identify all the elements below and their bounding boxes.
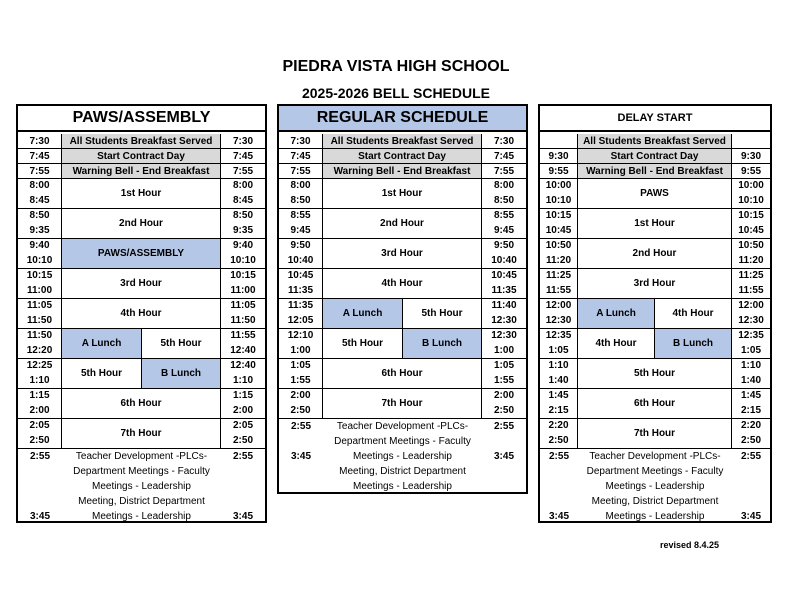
start-time: 7:45 xyxy=(279,149,323,164)
split-period-right: 5th Hour xyxy=(403,299,482,329)
end-time: 10:10 xyxy=(230,255,256,266)
start-time: 8:55 xyxy=(493,210,514,221)
note-line: Meetings - Leadership xyxy=(353,451,452,462)
start-time: 10:00 xyxy=(545,180,572,191)
start-times xyxy=(279,209,323,239)
start-time: 12:30 xyxy=(491,330,517,341)
period-label: 7th Hour xyxy=(323,389,482,419)
note-line: Meetings - Leadership xyxy=(605,481,705,492)
start-times xyxy=(18,389,62,419)
start-time: 2:05 xyxy=(29,420,50,431)
period-label: 5th Hour xyxy=(578,359,732,389)
start-time: 1:05 xyxy=(493,360,514,371)
dev-start-time: 2:55 xyxy=(493,421,514,432)
note-line: Teacher Development -PLCs- xyxy=(336,421,469,432)
end-time: 10:10 xyxy=(26,255,53,266)
start-time: 10:15 xyxy=(738,210,764,221)
end-times xyxy=(482,239,526,269)
start-time: 2:05 xyxy=(232,420,253,431)
split-period-right: B Lunch xyxy=(403,329,482,359)
start-time: 1:15 xyxy=(232,390,253,401)
end-time xyxy=(732,134,770,149)
end-time: 11:55 xyxy=(545,285,572,296)
start-times xyxy=(540,179,578,209)
note-line: Meeting, District Department xyxy=(339,466,466,477)
period-label: 6th Hour xyxy=(323,359,482,389)
start-time: 2:00 xyxy=(290,390,311,401)
end-times xyxy=(732,329,770,359)
period-label: Start Contract Day xyxy=(578,149,732,164)
start-time: 7:55 xyxy=(18,164,62,179)
start-time: 2:00 xyxy=(493,390,514,401)
start-time: 8:50 xyxy=(232,210,253,221)
period-label: PAWS/ASSEMBLY xyxy=(62,239,221,269)
dev-end-time: 3:45 xyxy=(493,451,514,462)
period-label: 1st Hour xyxy=(62,179,221,209)
end-times xyxy=(221,269,265,299)
end-time: 2:00 xyxy=(232,405,253,416)
period-label: 7th Hour xyxy=(62,419,221,449)
end-time: 11:00 xyxy=(230,285,256,296)
paws-assembly-schedule xyxy=(16,104,267,523)
note-line: Meetings - Leadership xyxy=(92,481,191,492)
end-time: 1:00 xyxy=(493,345,514,356)
start-time: 12:25 xyxy=(26,360,53,371)
split-period-left: A Lunch xyxy=(62,329,142,359)
start-time: 8:00 xyxy=(493,180,514,191)
period-label: 4th Hour xyxy=(62,299,221,329)
start-times xyxy=(18,359,62,389)
end-time: 8:45 xyxy=(29,195,50,206)
end-time: 12:30 xyxy=(738,315,764,326)
end-time: 1:40 xyxy=(548,375,569,386)
start-time: 7:30 xyxy=(279,134,323,149)
period-label: Warning Bell - End Breakfast xyxy=(323,164,482,179)
teacher-development-note xyxy=(323,419,482,494)
end-time: 11:20 xyxy=(738,255,764,266)
end-time: 8:50 xyxy=(290,195,311,206)
start-times xyxy=(540,209,578,239)
period-label: 4th Hour xyxy=(323,269,482,299)
dev-start-time: 2:55 xyxy=(29,451,50,462)
period-label: All Students Breakfast Served xyxy=(62,134,221,149)
split-period-left: 4th Hour xyxy=(578,329,655,359)
start-times xyxy=(18,329,62,359)
note-line: Meeting, District Department xyxy=(78,496,205,507)
end-time: 8:45 xyxy=(232,195,253,206)
end-time: 11:35 xyxy=(491,285,517,296)
end-times xyxy=(732,299,770,329)
end-time: 1:10 xyxy=(232,375,253,386)
delay-start-schedule xyxy=(538,104,772,523)
end-time: 1:10 xyxy=(29,375,50,386)
split-period-right: B Lunch xyxy=(142,359,221,389)
regular-schedule xyxy=(277,104,528,494)
end-time: 2:50 xyxy=(29,435,50,446)
end-time: 1:05 xyxy=(740,345,761,356)
start-times xyxy=(279,299,323,329)
end-time: 7:45 xyxy=(482,149,526,164)
start-times xyxy=(18,179,62,209)
start-time: 12:00 xyxy=(545,300,572,311)
start-time: 11:55 xyxy=(230,330,256,341)
dev-start-time: 2:55 xyxy=(232,451,253,462)
start-time: 1:45 xyxy=(548,390,569,401)
end-time: 10:45 xyxy=(738,225,764,236)
split-period-left: 5th Hour xyxy=(323,329,403,359)
start-time: 1:15 xyxy=(29,390,50,401)
period-label: 1st Hour xyxy=(578,209,732,239)
start-time: 12:35 xyxy=(545,330,572,341)
start-time xyxy=(540,134,578,149)
end-times xyxy=(482,209,526,239)
start-time: 12:10 xyxy=(287,330,314,341)
period-label: Start Contract Day xyxy=(62,149,221,164)
start-time: 8:00 xyxy=(29,180,50,191)
end-times xyxy=(221,239,265,269)
start-times xyxy=(540,329,578,359)
start-time: 10:45 xyxy=(491,270,517,281)
end-times xyxy=(221,419,265,449)
period-label: Warning Bell - End Breakfast xyxy=(62,164,221,179)
period-label: All Students Breakfast Served xyxy=(323,134,482,149)
start-time: 7:45 xyxy=(18,149,62,164)
start-time: 7:55 xyxy=(279,164,323,179)
end-times xyxy=(221,359,265,389)
end-times xyxy=(732,389,770,419)
note-line: Meetings - Leadership xyxy=(92,511,191,522)
end-times xyxy=(482,329,526,359)
note-line: Meetings - Leadership xyxy=(353,481,452,492)
end-time: 2:50 xyxy=(290,405,311,416)
end-time: 9:45 xyxy=(290,225,311,236)
end-time: 11:35 xyxy=(287,285,314,296)
note-line: Teacher Development -PLCs- xyxy=(75,451,208,462)
start-time: 1:10 xyxy=(548,360,569,371)
start-times xyxy=(540,359,578,389)
period-label: All Students Breakfast Served xyxy=(578,134,732,149)
note-line: Teacher Development -PLCs- xyxy=(589,451,721,462)
end-time: 11:55 xyxy=(738,285,764,296)
start-time: 9:50 xyxy=(290,240,311,251)
start-times xyxy=(18,209,62,239)
start-times xyxy=(540,239,578,269)
start-time: 10:50 xyxy=(738,240,764,251)
start-time: 10:00 xyxy=(738,180,764,191)
start-time: 10:15 xyxy=(545,210,572,221)
start-times xyxy=(18,239,62,269)
end-time: 7:55 xyxy=(221,164,265,179)
start-time: 9:40 xyxy=(29,240,50,251)
start-time: 11:35 xyxy=(287,300,314,311)
start-times xyxy=(279,179,323,209)
teacher-development-note xyxy=(62,449,221,524)
start-times xyxy=(279,389,323,419)
dev-start-time: 2:55 xyxy=(740,451,761,462)
start-time: 9:30 xyxy=(540,149,578,164)
end-time: 2:50 xyxy=(548,435,569,446)
end-time: 1:55 xyxy=(290,375,311,386)
period-label: 6th Hour xyxy=(62,389,221,419)
period-label: 3rd Hour xyxy=(578,269,732,299)
start-time: 12:35 xyxy=(738,330,764,341)
end-times xyxy=(482,389,526,419)
end-time: 2:50 xyxy=(493,405,514,416)
split-period-right: B Lunch xyxy=(655,329,732,359)
start-times xyxy=(18,299,62,329)
note-line: Department Meetings - Faculty xyxy=(586,466,724,477)
start-time: 9:50 xyxy=(493,240,514,251)
end-time: 1:55 xyxy=(493,375,514,386)
start-time: 11:25 xyxy=(738,270,764,281)
school-name: PIEDRA VISTA HIGH SCHOOL xyxy=(282,58,510,75)
start-time: 8:00 xyxy=(290,180,311,191)
start-times xyxy=(18,269,62,299)
start-times xyxy=(279,329,323,359)
dev-start-time: 2:55 xyxy=(290,421,311,432)
start-time: 11:40 xyxy=(491,300,517,311)
end-times xyxy=(482,269,526,299)
start-times xyxy=(540,419,578,449)
split-period-right: 4th Hour xyxy=(655,299,732,329)
dev-end-time: 3:45 xyxy=(232,511,253,522)
start-times xyxy=(18,419,62,449)
end-time: 12:30 xyxy=(545,315,572,326)
start-time: 8:00 xyxy=(232,180,253,191)
start-time: 7:30 xyxy=(18,134,62,149)
split-period-right: 5th Hour xyxy=(142,329,221,359)
start-times xyxy=(540,389,578,419)
dev-start-time: 2:55 xyxy=(548,451,569,462)
start-time: 2:20 xyxy=(740,420,761,431)
end-time: 10:40 xyxy=(491,255,517,266)
end-time: 2:50 xyxy=(740,435,761,446)
note-line: Department Meetings - Faculty xyxy=(73,466,210,477)
note-line: Meetings - Leadership xyxy=(605,511,705,522)
start-times xyxy=(540,299,578,329)
end-time: 1:05 xyxy=(548,345,569,356)
end-time: 9:35 xyxy=(232,225,253,236)
end-times xyxy=(221,179,265,209)
period-label: Start Contract Day xyxy=(323,149,482,164)
end-time: 1:00 xyxy=(290,345,311,356)
end-times xyxy=(482,179,526,209)
end-times xyxy=(732,419,770,449)
start-time: 11:50 xyxy=(26,330,53,341)
period-label: PAWS xyxy=(578,179,732,209)
start-time: 10:45 xyxy=(287,270,314,281)
end-time: 1:40 xyxy=(740,375,761,386)
end-times xyxy=(221,299,265,329)
period-label: 2nd Hour xyxy=(323,209,482,239)
end-time: 2:15 xyxy=(548,405,569,416)
start-time: 1:05 xyxy=(290,360,311,371)
end-times xyxy=(221,389,265,419)
end-times xyxy=(732,179,770,209)
split-period-left: 5th Hour xyxy=(62,359,142,389)
panel-title: PAWS/ASSEMBLY xyxy=(18,106,265,132)
period-label: 3rd Hour xyxy=(323,239,482,269)
end-times xyxy=(221,209,265,239)
teacher-development-note xyxy=(578,449,732,524)
end-time: 9:30 xyxy=(732,149,770,164)
end-time: 12:05 xyxy=(287,315,314,326)
start-time: 8:50 xyxy=(29,210,50,221)
revision-note: revised 8.4.25 xyxy=(660,540,720,550)
end-time: 12:30 xyxy=(491,315,517,326)
end-time: 10:10 xyxy=(545,195,572,206)
end-time: 9:45 xyxy=(493,225,514,236)
period-label: 2nd Hour xyxy=(578,239,732,269)
end-time: 10:45 xyxy=(545,225,572,236)
note-line: Department Meetings - Faculty xyxy=(334,436,471,447)
end-time: 12:20 xyxy=(26,345,53,356)
start-time: 2:20 xyxy=(548,420,569,431)
end-time: 2:50 xyxy=(232,435,253,446)
panel-title: REGULAR SCHEDULE xyxy=(279,106,526,132)
end-time: 12:40 xyxy=(230,345,256,356)
start-time: 10:15 xyxy=(230,270,256,281)
end-time: 9:35 xyxy=(29,225,50,236)
end-times xyxy=(732,239,770,269)
end-times xyxy=(732,269,770,299)
start-time: 12:00 xyxy=(738,300,764,311)
schedule-subtitle: 2025-2026 BELL SCHEDULE xyxy=(301,85,491,101)
period-label: 7th Hour xyxy=(578,419,732,449)
start-time: 12:40 xyxy=(230,360,256,371)
note-line: Meeting, District Department xyxy=(591,496,719,507)
period-label: 6th Hour xyxy=(578,389,732,419)
start-time: 9:55 xyxy=(540,164,578,179)
end-times xyxy=(221,329,265,359)
end-times xyxy=(732,359,770,389)
start-time: 1:10 xyxy=(740,360,761,371)
dev-end-time: 3:45 xyxy=(740,511,761,522)
start-time: 1:45 xyxy=(740,390,761,401)
end-time: 7:30 xyxy=(482,134,526,149)
period-label: Warning Bell - End Breakfast xyxy=(578,164,732,179)
start-time: 11:05 xyxy=(26,300,53,311)
start-times xyxy=(279,359,323,389)
end-times xyxy=(482,299,526,329)
end-times xyxy=(482,359,526,389)
start-times xyxy=(279,269,323,299)
end-time: 11:20 xyxy=(545,255,572,266)
start-times xyxy=(279,239,323,269)
split-period-left: A Lunch xyxy=(578,299,655,329)
start-time: 10:50 xyxy=(545,240,572,251)
end-time: 10:40 xyxy=(287,255,314,266)
start-time: 11:05 xyxy=(230,300,256,311)
end-time: 11:50 xyxy=(230,315,256,326)
split-period-left: A Lunch xyxy=(323,299,403,329)
period-label: 3rd Hour xyxy=(62,269,221,299)
start-times xyxy=(540,269,578,299)
start-time: 11:25 xyxy=(545,270,572,281)
panel-title: DELAY START xyxy=(540,106,770,132)
end-times xyxy=(732,209,770,239)
end-time: 10:10 xyxy=(738,195,764,206)
end-time: 2:00 xyxy=(29,405,50,416)
end-time: 7:55 xyxy=(482,164,526,179)
dev-end-time: 3:45 xyxy=(290,451,311,462)
start-time: 10:15 xyxy=(26,270,53,281)
dev-end-time: 3:45 xyxy=(29,511,50,522)
start-time: 9:40 xyxy=(232,240,253,251)
end-time: 7:30 xyxy=(221,134,265,149)
end-time: 7:45 xyxy=(221,149,265,164)
period-label: 2nd Hour xyxy=(62,209,221,239)
end-time: 11:00 xyxy=(26,285,53,296)
period-label: 1st Hour xyxy=(323,179,482,209)
end-time: 9:55 xyxy=(732,164,770,179)
end-time: 2:15 xyxy=(740,405,761,416)
start-time: 8:55 xyxy=(290,210,311,221)
end-time: 8:50 xyxy=(493,195,514,206)
dev-end-time: 3:45 xyxy=(548,511,569,522)
end-time: 11:50 xyxy=(26,315,53,326)
